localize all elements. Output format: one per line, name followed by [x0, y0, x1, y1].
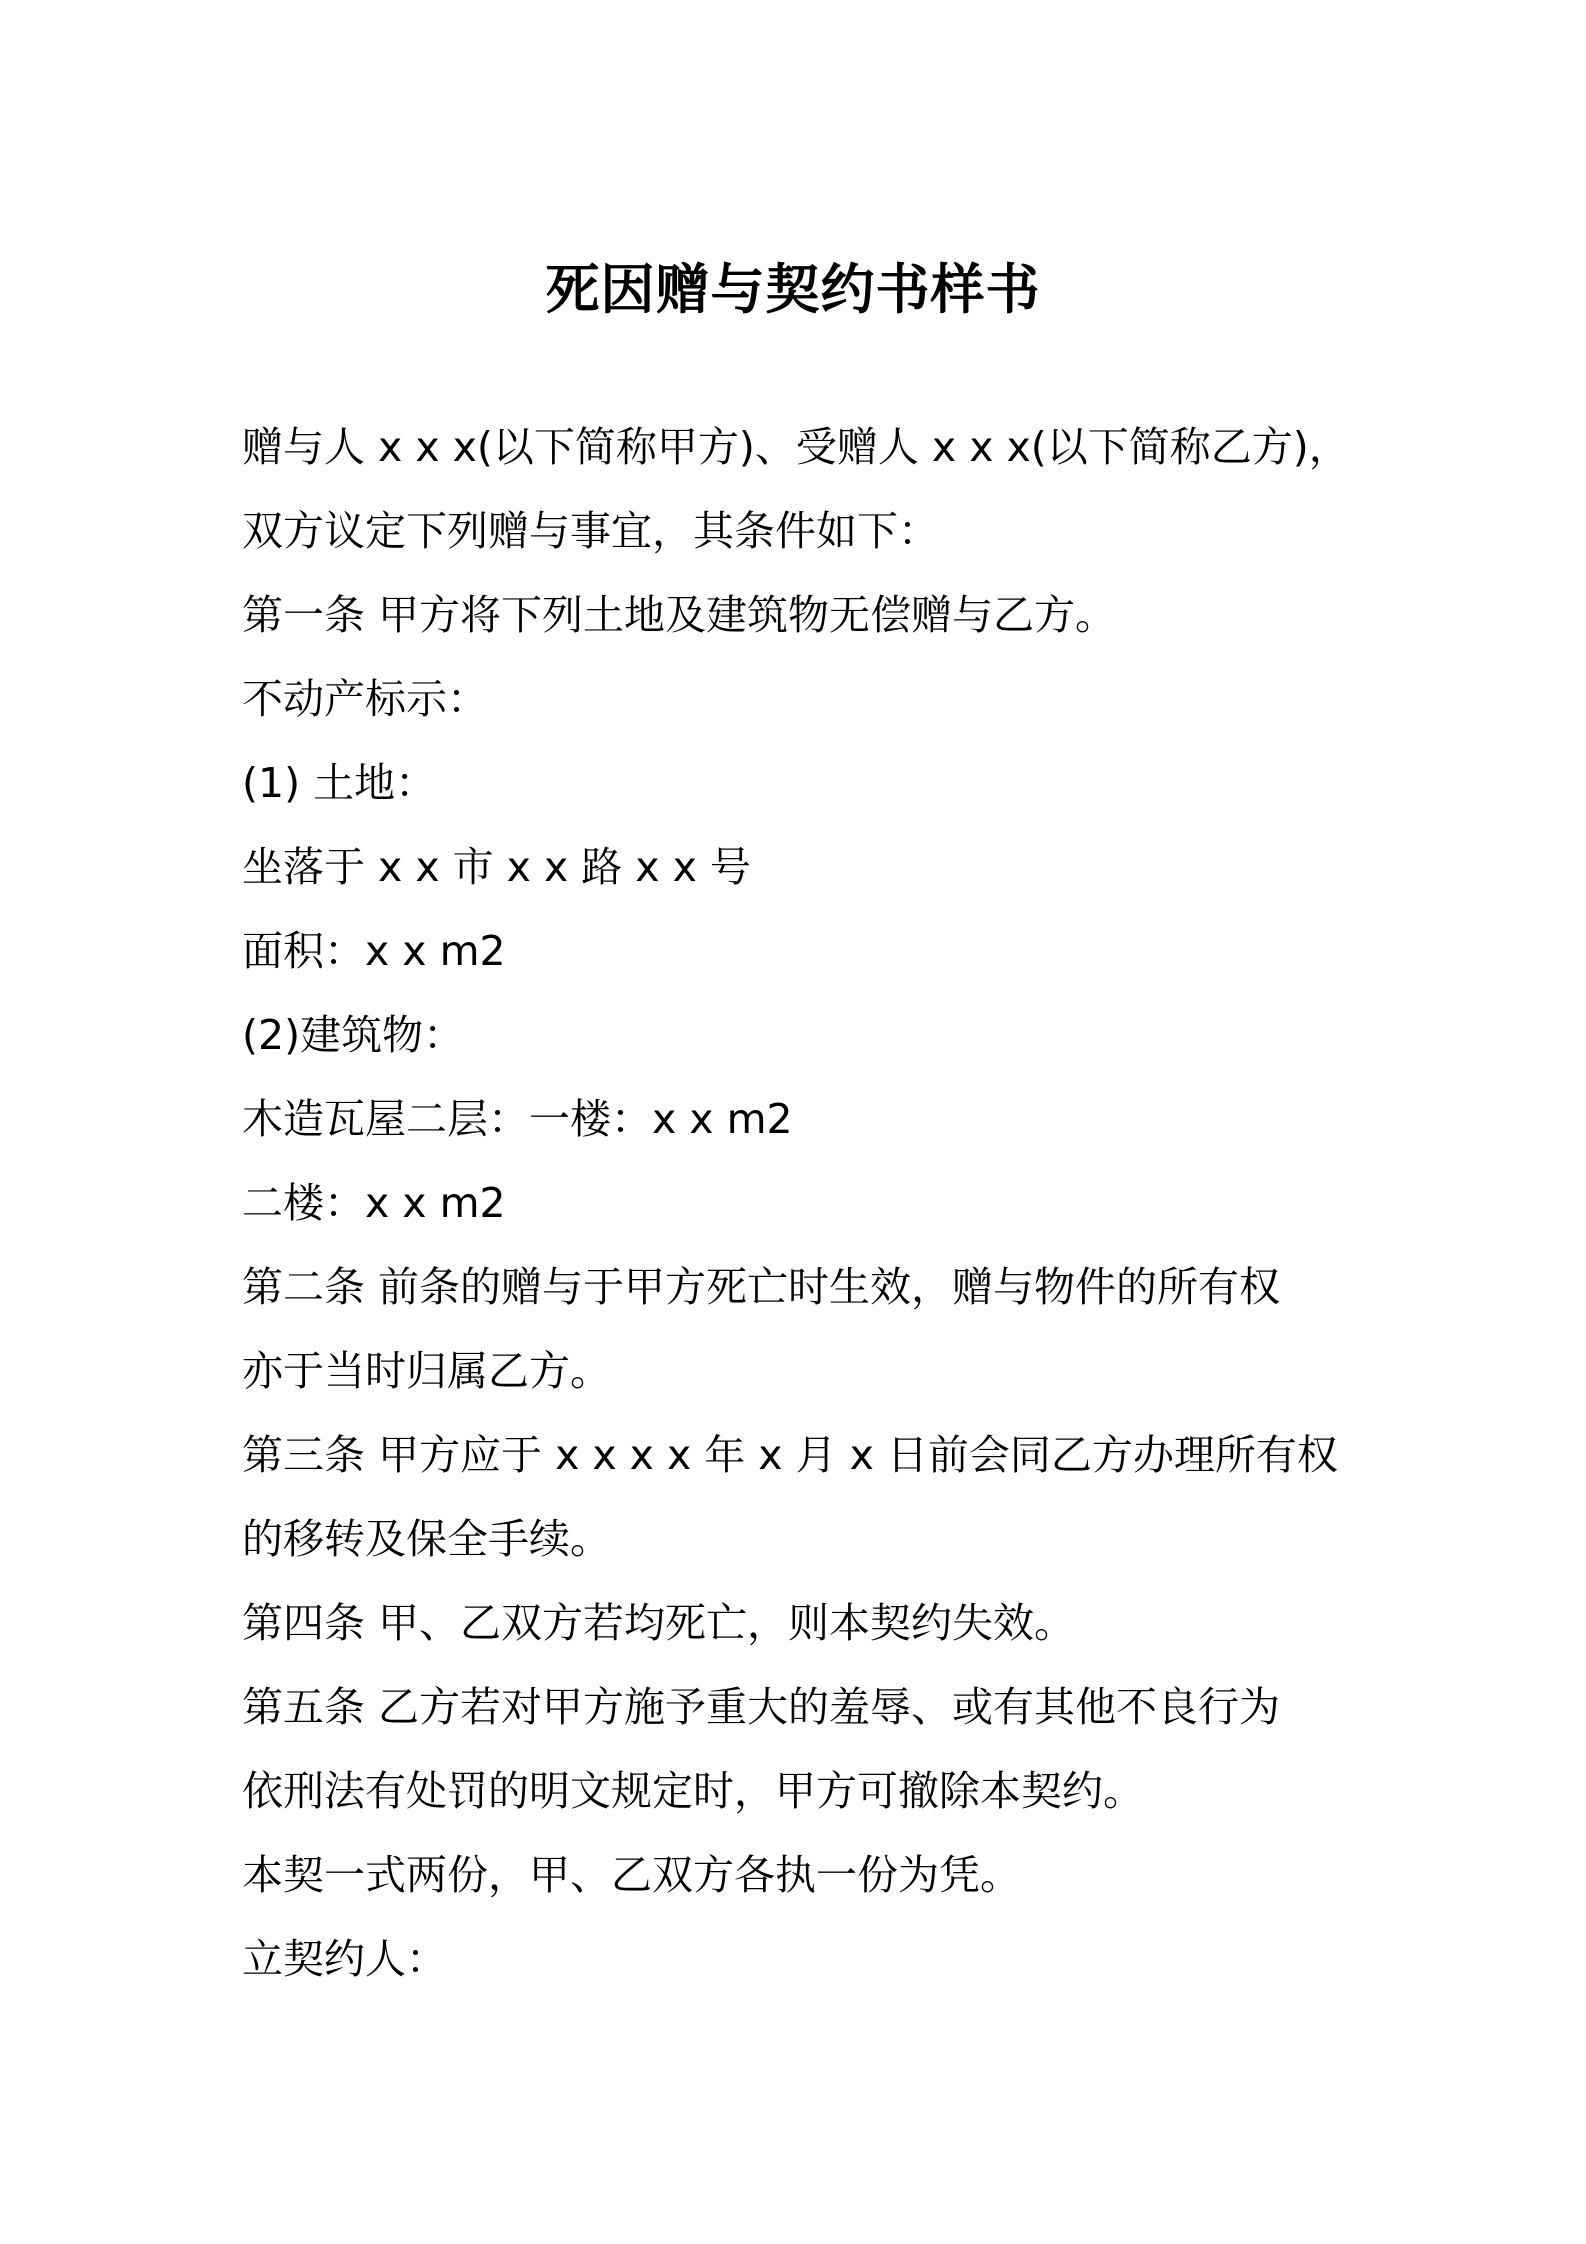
body-line-14: 的移转及保全手续。	[242, 1515, 611, 1563]
document-title: 死因赠与契约书样书	[545, 258, 1041, 321]
body-line-10: 二楼：x x m2	[242, 1179, 506, 1227]
document-body	[242, 405, 1362, 2001]
body-line-19: 立契约人：	[242, 1935, 447, 1983]
body-line-7: 面积：x x m2	[242, 927, 506, 975]
body-line-4: 不动产标示：	[242, 675, 488, 723]
body-line-17: 依刑法有处罚的明文规定时，甲方可撤除本契约。	[242, 1767, 1144, 1815]
body-line-13: 第三条 甲方应于 x x x x 年 x 月 x 日前会同乙方办理所有权	[242, 1431, 1338, 1479]
body-line-18: 本契一式两份，甲、乙双方各执一份为凭。	[242, 1851, 1021, 1899]
body-line-15: 第四条 甲、乙双方若均死亡，则本契约失效。	[242, 1599, 1076, 1647]
body-line-6: 坐落于 x x 市 x x 路 x x 号	[242, 843, 751, 891]
body-line-8: (2)建筑物：	[242, 1011, 465, 1059]
body-line-11: 第二条 前条的赠与于甲方死亡时生效，赠与物件的所有权	[242, 1263, 1281, 1311]
body-line-9: 木造瓦屋二层：一楼：x x m2	[242, 1095, 793, 1143]
body-line-12: 亦于当时归属乙方。	[242, 1347, 611, 1395]
body-line-2: 双方议定下列赠与事宜，其条件如下：	[242, 507, 939, 555]
body-line-5: (1) 土地：	[242, 759, 437, 807]
body-line-1: 赠与人 x x x(以下简称甲方)、受赠人 x x x(以下简称乙方)，	[242, 423, 1350, 471]
body-line-16: 第五条 乙方若对甲方施予重大的羞辱、或有其他不良行为	[242, 1683, 1281, 1731]
body-line-3: 第一条 甲方将下列土地及建筑物无偿赠与乙方。	[242, 591, 1117, 639]
